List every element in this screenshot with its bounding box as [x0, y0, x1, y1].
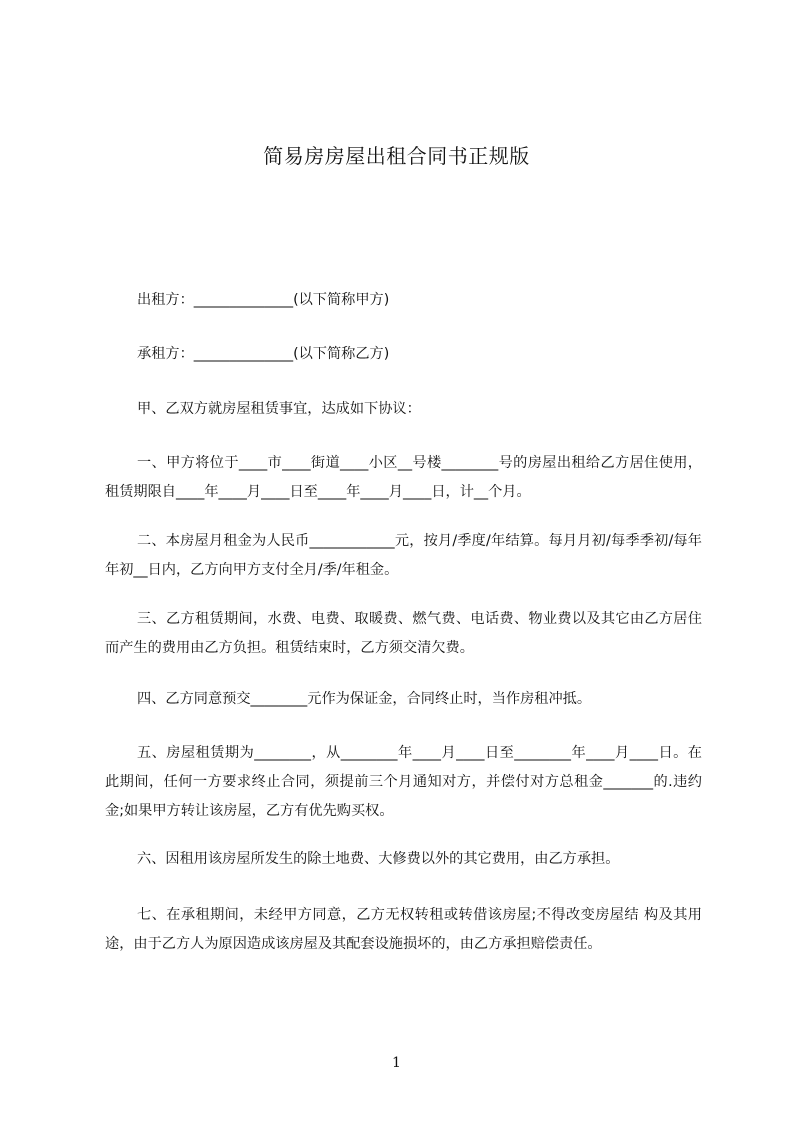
clause-3: 三、乙方租赁期间，水费、电费、取暖费、燃气费、电话费、物业费以及其它由乙方居住而产生的费用由乙方负担。租赁结束时，乙方须交清欠费。 [105, 611, 702, 656]
clause-2: 二、本房屋月租金为人民币____________元，按月/季度/年结算。每月月初/每季季初/每年年初__日内，乙方向甲方支付全月/季/年租金。 [105, 533, 702, 578]
clause-4: 四、乙方同意预交________元作为保证金，合同终止时，当作房租冲抵。 [137, 691, 592, 707]
page-number: 1 [392, 1055, 401, 1071]
document-title: 简易房房屋出租合同书正规版 [263, 144, 530, 168]
lessor-line: 出租方：______________(以下简称甲方) [137, 292, 390, 308]
clause-5: 五、房屋租赁期为________，从________年____月____日至________年____月____日。在此期间，任何一方要求终止合同，须提前三个月通知对方，并偿付对方总租金_______的.违约金;如果甲方转让该房屋，乙方有优先购买权。 [105, 745, 702, 819]
clause-1: 一、甲方将位于____市____街道____小区__号楼________号的房屋出租给乙方居住使用，租赁期限自____年____月____日至____年____月____日，计__个月。 [105, 455, 702, 500]
clause-6: 六、因租用该房屋所发生的除土地费、大修费以外的其它费用，由乙方承担。 [137, 851, 620, 867]
clause-7: 七、在承租期间，未经甲方同意，乙方无权转租或转借该房屋;不得改变房屋结 构及其用途，由于乙方人为原因造成该房屋及其配套设施损坏的，由乙方承担赔偿责任。 [105, 907, 702, 952]
agreement-intro: 甲、乙双方就房屋租赁事宜，达成如下协议： [137, 401, 421, 417]
lessee-line: 承租方：______________(以下简称乙方) [137, 346, 390, 362]
